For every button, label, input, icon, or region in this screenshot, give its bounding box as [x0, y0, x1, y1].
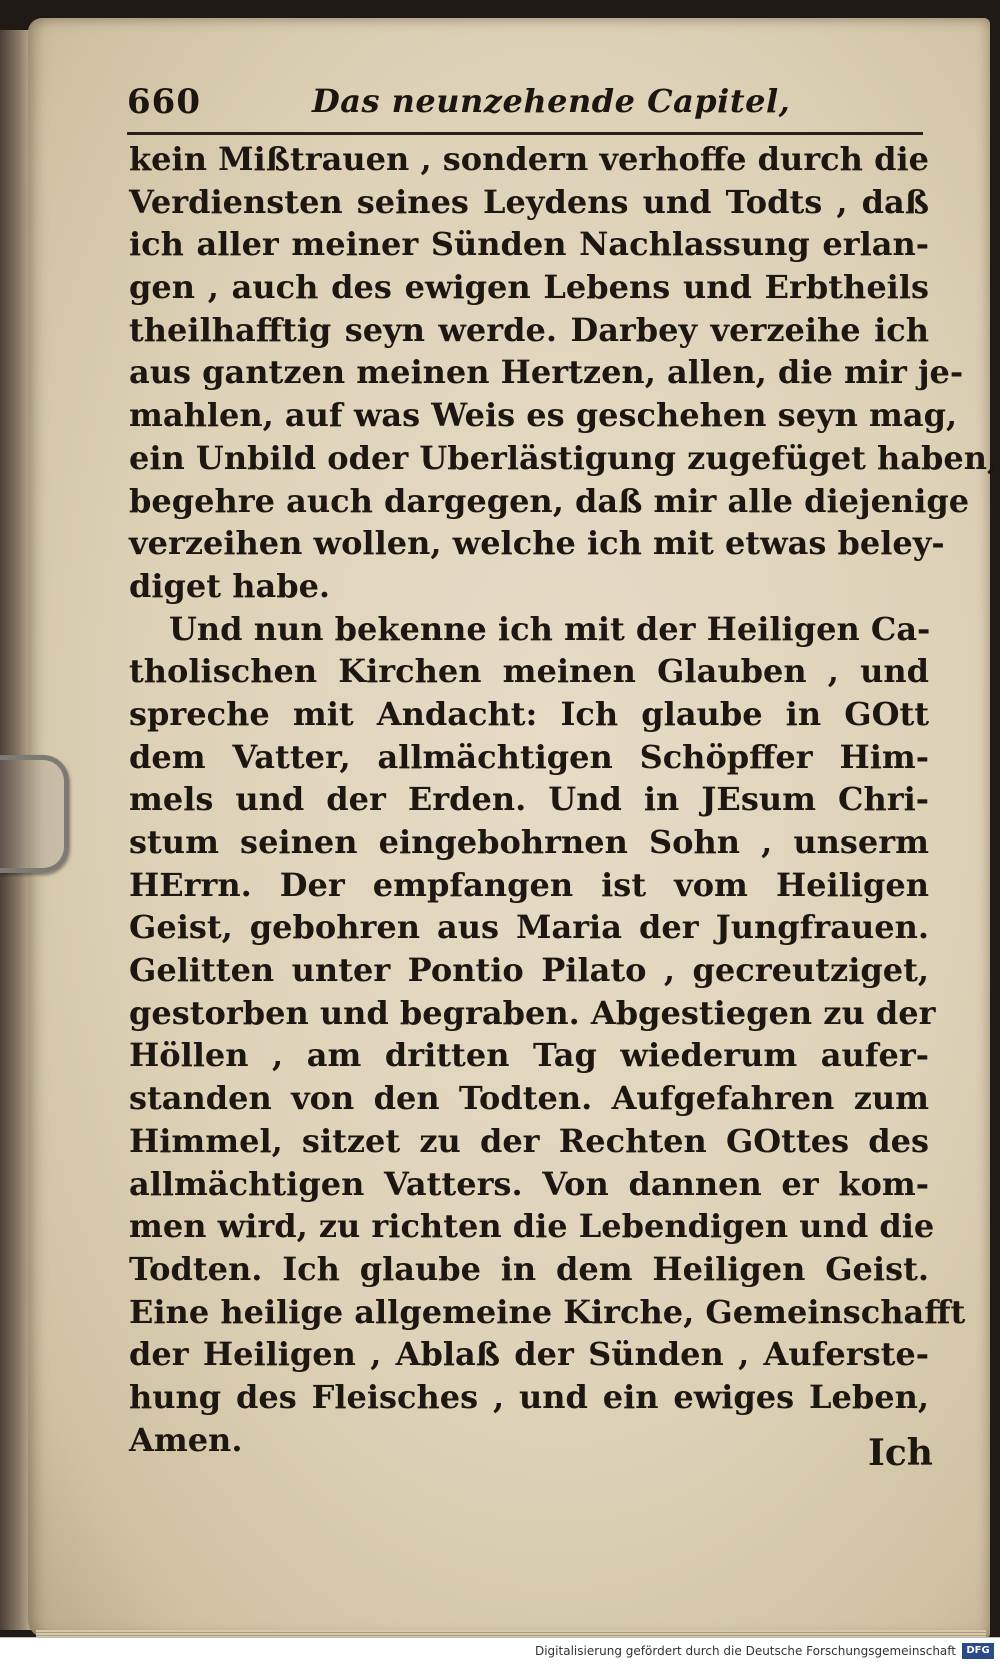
- text-line: Gelitten unter Pontio Pilato , gecreutziget,: [129, 951, 929, 990]
- page-number: 660: [127, 82, 201, 122]
- page-clip: [0, 755, 69, 873]
- text-line: men wird, zu richten die Lebendigen und die: [129, 1207, 935, 1246]
- footer-bar: [0, 1637, 1000, 1666]
- text-line: Amen.: [129, 1420, 243, 1459]
- text-line: Todten. Ich glaube in dem Heiligen Geist.: [129, 1249, 929, 1288]
- text-line: verzeihen wollen, welche ich mit etwas beley-: [129, 524, 945, 563]
- text-line: ich aller meiner Sünden Nachlassung erlan-: [129, 225, 929, 264]
- text-line: gen , auch des ewigen Lebens und Erbtheils: [129, 268, 929, 307]
- text-line: stum seinen eingebohrnen Sohn , unserm: [129, 823, 929, 861]
- text-line: aus gantzen meinen Hertzen, allen, die mir je-: [129, 353, 964, 392]
- header-rule: [127, 132, 923, 135]
- text-line: theilhafftig seyn werde. Darbey verzeihe ich: [129, 310, 929, 349]
- funding-credit: Digitalisierung gefördert durch die Deutsche Forschungsgemeinschaft: [534, 1644, 956, 1658]
- body-text: [129, 138, 999, 1461]
- text-line: HErrn. Der empfangen ist vom Heiligen: [129, 865, 929, 904]
- text-line: spreche mit Andacht: Ich glaube in GOtt: [129, 694, 929, 733]
- text-line: allmächtigen Vatters. Von dannen er kom-: [129, 1164, 929, 1203]
- text-line: Höllen , am dritten Tag wiederum aufer-: [129, 1036, 929, 1075]
- text-line: begehre auch dargegen, daß mir alle diejenige: [129, 481, 970, 520]
- text-line: Verdiensten seines Leydens und Todts , daß: [129, 182, 929, 221]
- text-line: Eine heilige allgemeine Kirche, Gemeinschafft: [129, 1292, 966, 1331]
- text-line: Und nun bekenne ich mit der Heiligen Ca-: [169, 609, 931, 648]
- dfg-logo: DFG: [962, 1643, 994, 1659]
- text-line: diget habe.: [129, 566, 331, 605]
- chapter-title: Das neunzehende Capitel,: [312, 82, 791, 120]
- text-line: Geist, gebohren aus Maria der Jungfrauen.: [129, 908, 929, 947]
- catchword: Ich: [868, 1432, 933, 1474]
- text-line: gestorben und begraben. Abgestiegen zu der: [129, 993, 936, 1032]
- text-line: ein Unbild oder Uberlästigung zugefüget haben,: [129, 438, 999, 477]
- text-line: dem Vatter, allmächtigen Schöpffer Him-: [129, 737, 929, 776]
- text-line: mahlen, auf was Weis es geschehen seyn mag,: [129, 396, 958, 435]
- running-head: [127, 82, 917, 132]
- text-line: Himmel, sitzet zu der Rechten GOttes des: [129, 1121, 929, 1160]
- text-line: der Heiligen , Ablaß der Sünden , Auferste-: [129, 1335, 929, 1374]
- text-line: hung des Fleisches , und ein ewiges Leben,: [129, 1377, 929, 1416]
- text-line: tholischen Kirchen meinen Glauben , und: [129, 652, 929, 691]
- text-line: standen von den Todten. Aufgefahren zum: [129, 1079, 929, 1118]
- text-line: mels und der Erden. Und in JEsum Chri-: [129, 780, 929, 819]
- text-line: kein Mißtrauen , sondern verhoffe durch die: [129, 140, 929, 178]
